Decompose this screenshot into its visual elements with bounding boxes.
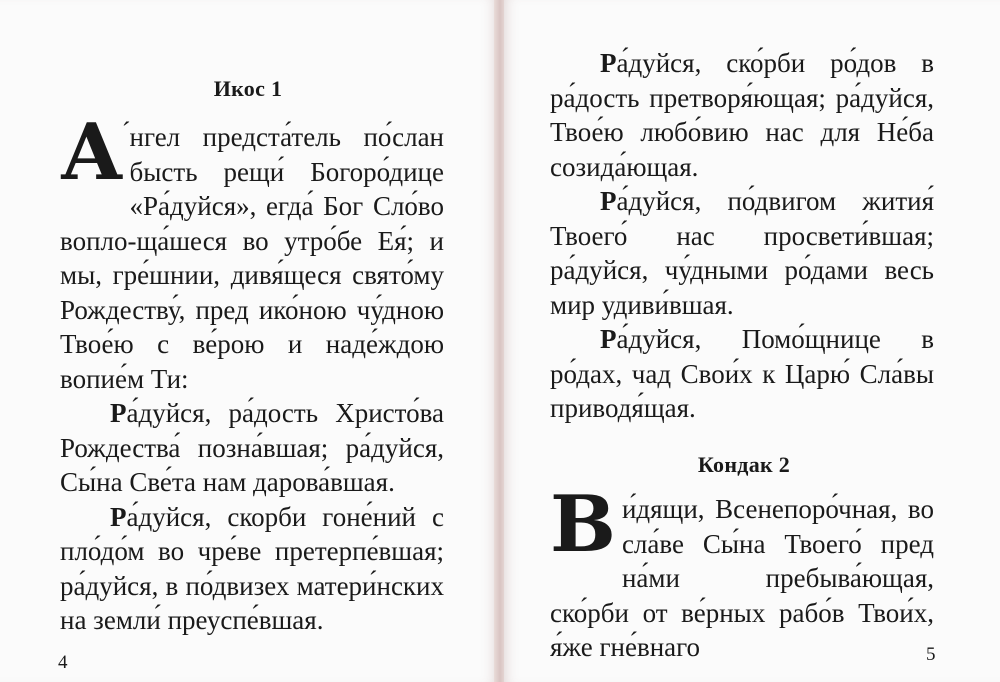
- stanza-lead-letter: Р: [110, 501, 127, 532]
- stanza-text: а́дуйся, по́двигом жития́ Твоего́ нас просвети́вшая; ра́дуйся, чу́дными ро́дами весь мир удиви́вшая.: [550, 186, 934, 320]
- right-page-text-top: [550, 46, 934, 426]
- right-page-text-bottom: [550, 479, 934, 665]
- ikos-body: ́нгел предста́тель по́слан бысть рещи́ Богоро́дице «Ра́дуйся», егда́ Бог Сло́во вопло-ща́шеся во утро́бе Ея́; и мы, гре́шнии, дивя́щеся свято́му Рождеству́, пред ико́ною чу́дною Твое́ю с ве́рою и наде́ждою вопие́м Ти:: [60, 122, 444, 394]
- kontakion-paragraph: [550, 479, 934, 665]
- stanza-text: а́дуйся, скорби гоне́ний с пло́до́м во чре́ве претерпе́вшая; ра́дуйся, в по́двизех матери́нских на земли́ преуспе́вшая.: [60, 501, 444, 635]
- stanza-paragraph: [60, 396, 444, 500]
- stanza-text: а́дуйся, ра́дость Христо́ва Рождества́ позна́вшая; ра́дуйся, Сы́на Све́та нам дарова́вшая.: [60, 398, 444, 497]
- kontakion-dropcap: В: [550, 479, 616, 570]
- stanza-lead-letter: Р: [110, 398, 127, 428]
- kontakion-heading: Кондак 2: [697, 452, 791, 477]
- ikos-dropcap: А: [60, 107, 124, 198]
- stanza-text: а́дуйся, ско́рби ро́дов в ра́дость претворя́ющая; ра́дуйся, Твое́ю любо́вию нас для Не́ба созида́ющая.: [550, 48, 934, 182]
- stanza-lead-letter: Р: [600, 48, 617, 78]
- stanza-text: а́дуйся, Помо́щнице в ро́дах, чад Свои́х к Царю́ Сла́вы приводя́щая.: [550, 324, 934, 423]
- stanza-paragraph: [550, 322, 934, 426]
- stanza-lead-letter: Р: [600, 324, 617, 354]
- ikos-heading: Икос 1: [213, 76, 283, 101]
- stanza-paragraph: [550, 184, 934, 322]
- right-page: [504, 0, 1000, 682]
- kontakion-body: и́дящи, Всенепоро́чная, во сла́ве Сы́на Твоего́ пред на́ми пребыва́ющая, ско́рби от ве́рных рабо́в Твои́х, я́же гне́внаго: [550, 494, 934, 662]
- stanza-lead-letter: Р: [600, 186, 617, 216]
- left-page: [0, 0, 496, 682]
- ikos-paragraph: [60, 107, 444, 396]
- page-number-left: 4: [58, 652, 68, 673]
- stanza-paragraph: [60, 500, 444, 638]
- left-page-text: [60, 107, 444, 638]
- page-number-right: 5: [926, 644, 936, 665]
- stanza-paragraph: [550, 46, 934, 184]
